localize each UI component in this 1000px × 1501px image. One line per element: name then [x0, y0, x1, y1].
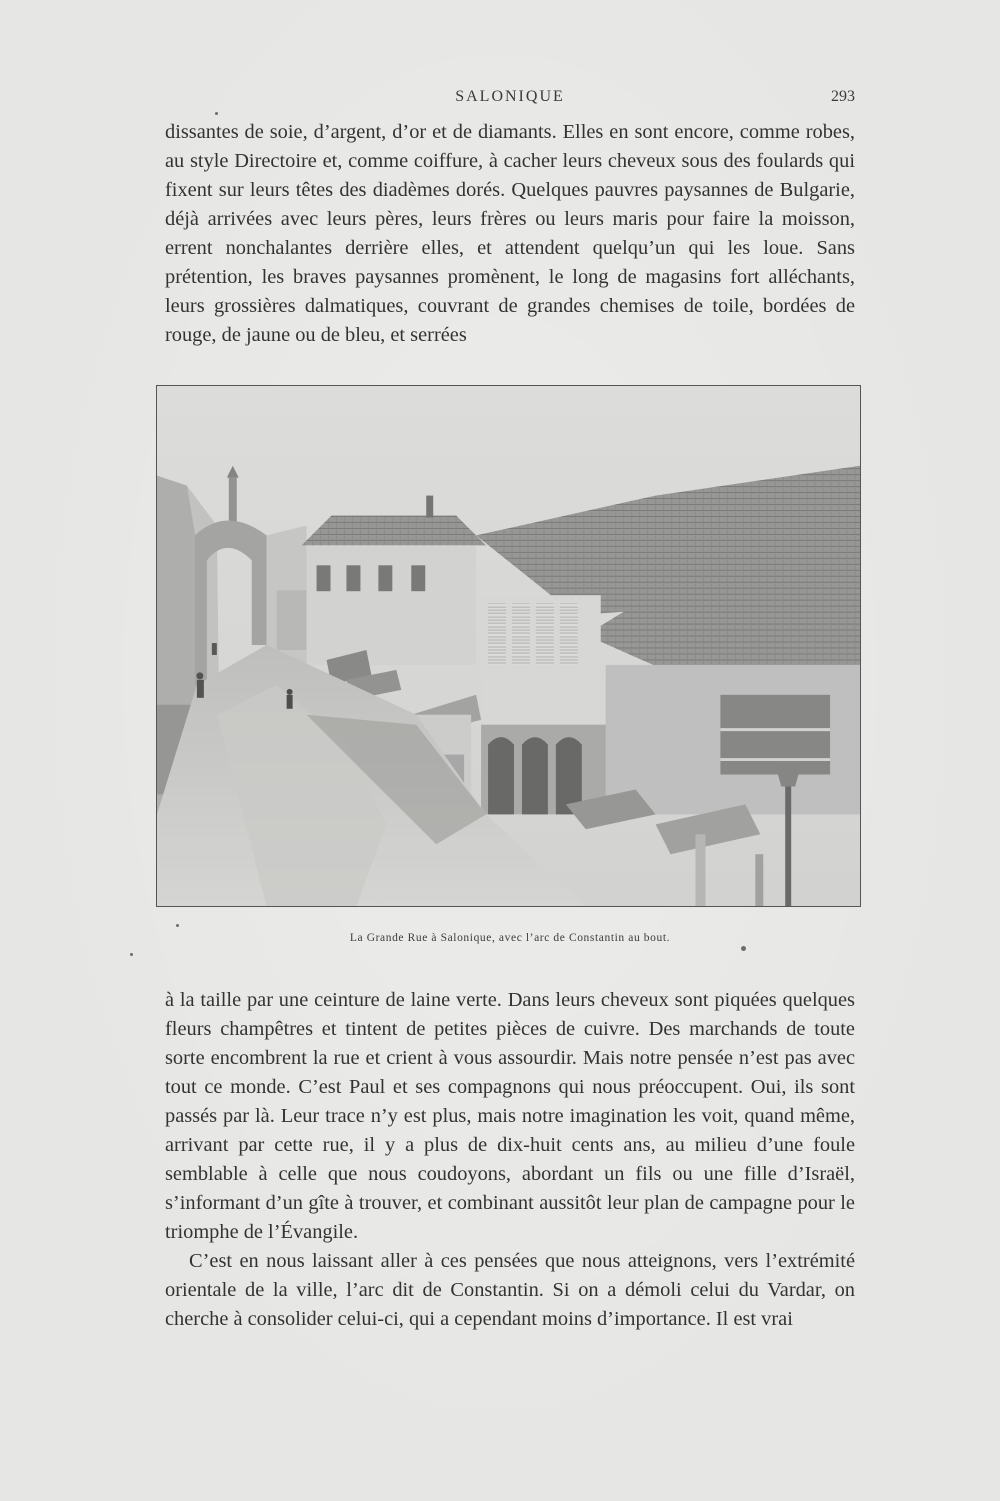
- paragraph-one: à la taille par une ceinture de laine verte. Dans leurs cheveux sont piquées quelques fleurs champêtres et tintent de petites pièces de cuivre. Des marchands de toute sorte encombrent la rue et crient à vous assourdir. Mais notre pensée n’est pas avec tout ce monde. C’est Paul et ses compagnons qui nous préoccupent. Oui, ils sont passés par là. Leur trace n’y est plus, mais notre imagination les voit, quand même, arrivant par cette rue, il y a plus de dix-huit cents ans, au milieu d’une foule semblable à celle que nous coudoyons, abordant un fils ou une fille d’Israël, s’informant d’un gîte à trouver, et combinant aussitôt leur plan de campagne pour le triomphe de l’Évangile.: [165, 989, 855, 1243]
- running-head: [165, 88, 855, 112]
- ink-speck: [176, 924, 179, 927]
- street-scene-illustration: [157, 386, 860, 906]
- ink-speck: [130, 953, 133, 956]
- paragraph-continued: dissantes de soie, d’argent, d’or et de diamants. Elles en sont encore, comme robes, au style Directoire et, comme coiffure, à cacher leurs cheveux sous des foulards qui fixent sur leurs têtes des diadèmes dorés. Quelques pauvres paysannes de Bulgarie, déjà arrivées avec leurs pères, leurs frères ou leurs maris pour faire la moisson, errent nonchalantes derrière elles, et attendent quelqu’un qui les loue. Sans prétention, les braves paysannes promènent, le long de magasins fort alléchants, leurs grossières dalmatiques, couvrant de grandes chemises de toile, bordées de rouge, de jaune ou de bleu, et serrées: [165, 121, 855, 346]
- figure-caption: La Grande Rue à Salonique, avec l’arc de Constantin au bout.: [349, 932, 671, 944]
- body-text-bottom: [165, 986, 855, 1334]
- ink-speck: [741, 946, 746, 951]
- body-text-top: [165, 118, 855, 350]
- paragraph-two: C’est en nous laissant aller à ces pensées que nous atteignons, vers l’extrémité orientale de la ville, l’arc dit de Constantin. Si on a démoli celui du Vardar, on cherche à consolider celui-ci, qui a cependant moins d’importance. Il est vrai: [165, 1250, 855, 1330]
- ink-speck: [215, 112, 218, 115]
- running-title: SALONIQUE: [455, 88, 565, 105]
- street-photograph: [156, 385, 861, 907]
- page-number: 293: [831, 88, 855, 105]
